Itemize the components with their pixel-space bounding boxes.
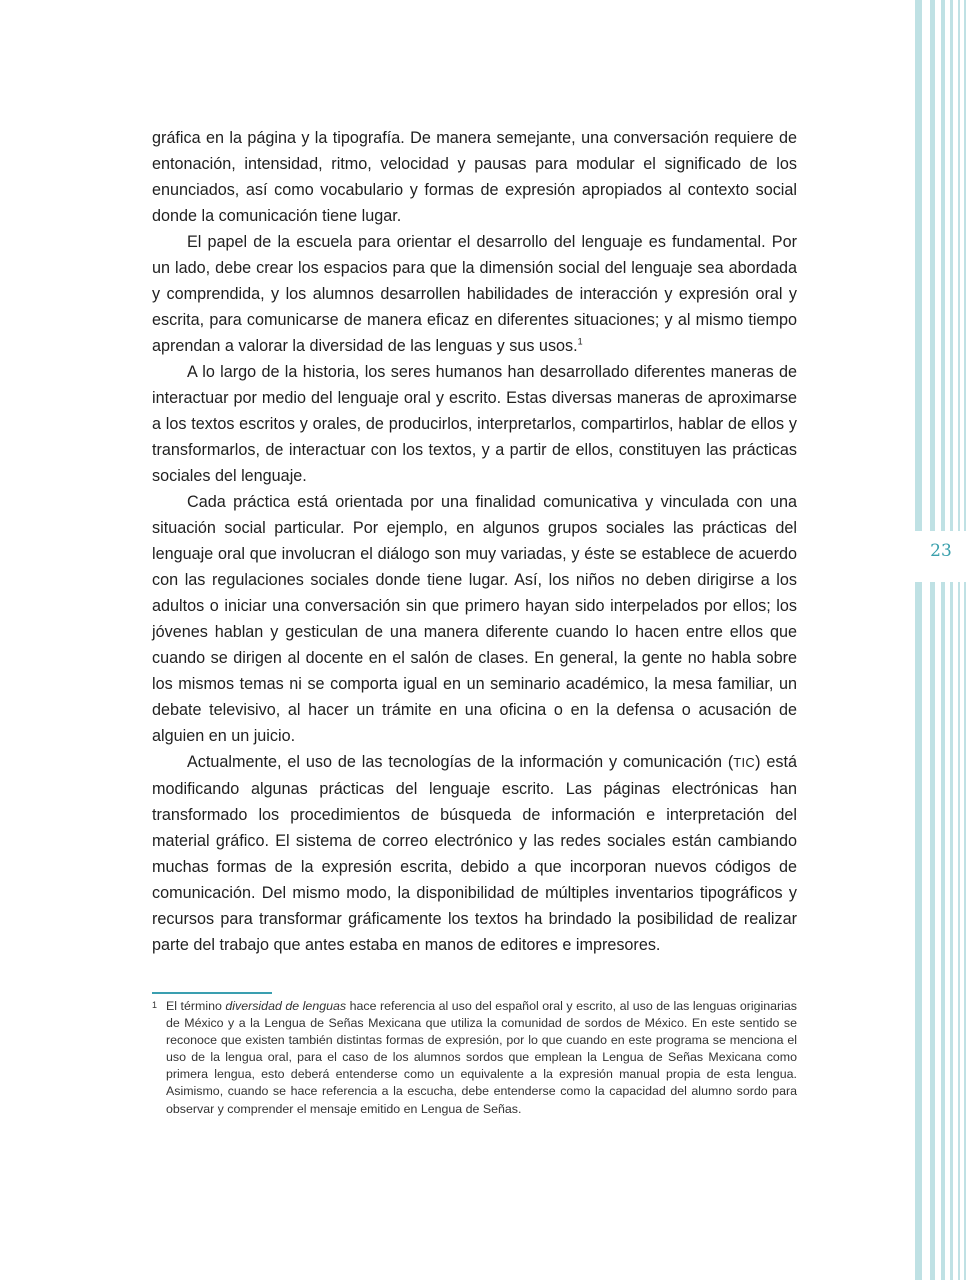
paragraph-5-text-a: Actualmente, el uso de las tecnologías de la información y comunicación ( [187,753,734,771]
side-decoration [912,0,972,1280]
stripe [964,0,966,531]
stripe [915,582,922,1280]
footnote-body [166,998,797,1118]
stripe [930,0,935,531]
footnote [152,998,797,1118]
paragraph-1: gráfica en la página y la tipografía. De manera semejante, una conversación requiere de entonación, intensidad, ritmo, velocidad y pausas para modular el significado de los enunciados, así como vocabulario y formas de expresión apropiados al contexto social donde la comunicación tiene lugar. [152,129,797,225]
footnote-reference[interactable]: 1 [577,336,583,347]
stripe [958,582,960,1280]
paragraph-4: Cada práctica está orientada por una finalidad comunicativa y vinculada con una situación social particular. Por ejemplo, en algunos grupos sociales las prácticas del lenguaje oral que involucran el diálogo son muy variadas, y éste se establece de acuerdo con las regulaciones sociales donde tiene lugar. Así, los niños no deben dirigirse a los adultos o iniciar una conversación sin que primero hayan sido interpelados por ellos; los jóvenes hablan y gesticulan de una manera diferente cuando lo hacen entre ellos que cuando se dirigen al docente en el salón de clases. En general, la gente no habla sobre los mismos temas ni se comporta igual en un seminario académico, la mesa familiar, un debate televisivo, al hacer un trámite en una oficina o en la defensa o acusación de alguien en un juicio. [152,493,797,745]
paragraph-2 [152,229,797,359]
footnote-number: 1 [152,1000,158,1010]
paragraph-5 [152,749,797,958]
page-number: 23 [930,541,952,561]
stripe [930,582,935,1280]
stripe [958,0,960,531]
stripe [950,0,953,531]
tic-abbreviation: TIC [733,755,756,770]
stripe [941,0,945,531]
stripe [964,582,966,1280]
footnote-divider [152,992,272,994]
stripe [941,582,945,1280]
footnote-intro: El término [166,999,226,1013]
stripe [950,582,953,1280]
body-text [152,125,797,958]
paragraph-2-text: El papel de la escuela para orientar el desarrollo del lenguaje es fundamental. Por un lado, debe crear los espacios para que la dimensión social del lenguaje sea abordada y comprendida, y los alumnos desarrollen habilidades de interacción y expresión oral y escrita, para comunicarse de manera eficaz en diferentes situaciones; y al mismo tiempo aprendan a valorar la diversidad de las lenguas y sus usos. [152,233,797,355]
paragraph-3: A lo largo de la historia, los seres humanos han desarrollado diferentes maneras de interactuar por medio del lenguaje oral y escrito. Estas diversas maneras de aproximarse a los textos escritos y orales, de producirlos, interpretarlos, compartirlos, hablar de ellos y transformarlos, de interactuar con los textos, y a partir de ellos, constituyen las prácticas sociales del lenguaje. [152,363,797,485]
paragraph-5-text-b: ) está modificando algunas prácticas del lenguaje escrito. Las páginas electrónicas han transformado los procedimientos de búsqueda de información e interpretación del material gráfico. El sistema de correo electrónico y las redes sociales están cambiando muchas formas de la expresión escrita, debido a que incorporan nuevos códigos de comunicación. Del mismo modo, la disponibilidad de múltiples inventarios tipográficos y recursos para transformar gráficamente los textos ha brindado la posibilidad de realizar parte del trabajo que antes estaba en manos de editores e impresores. [152,753,797,954]
stripe [915,0,922,531]
footnote-emphasis: diversidad de lenguas [225,999,347,1013]
footnote-text: hace referencia al uso del español oral y escrito, al uso de las lenguas originarias de México y a la Lengua de Señas Mexicana que utiliza la comunidad de sordos de México. En este sentido se reconoce que existen también distintas formas de expresión, por lo que cuando en este programa se menciona el uso de la lengua oral, para el caso de los alumnos sordos que emplean la Lengua de Señas Mexicana como primera lengua, esto deberá entenderse como un equivalente a la expresión manual propia de esta lengua. Asimismo, cuando se hace referencia a la escucha, debe entenderse como la capacidad del alumno sordo para observar y comprender el mensaje emitido en Lengua de Señas. [166,999,797,1116]
